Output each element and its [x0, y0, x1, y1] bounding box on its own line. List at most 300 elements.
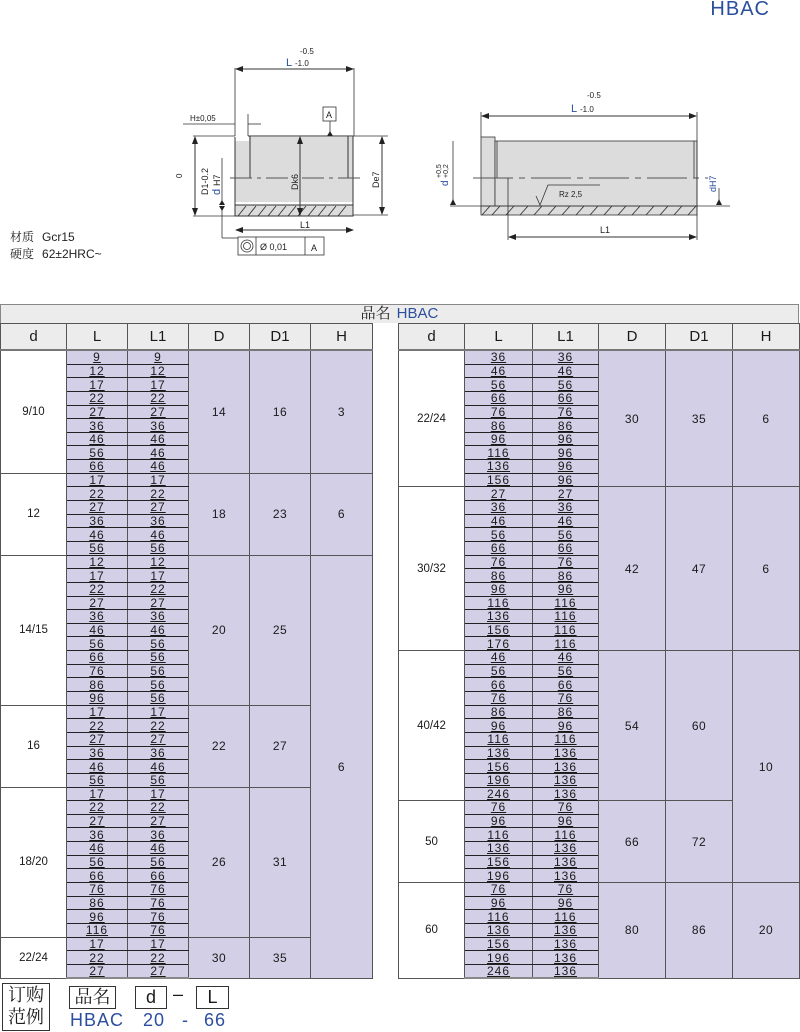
cell-L [465, 419, 533, 433]
cell-L [67, 842, 128, 856]
cell-L-value: 116 [487, 909, 510, 924]
cell-L [465, 391, 533, 405]
cell-L-value: 76 [490, 800, 507, 815]
cell-L-value: 36 [89, 609, 105, 624]
cell-L-value: 96 [490, 718, 507, 733]
cell-L-value: 56 [89, 773, 105, 788]
col-header-D1: D1 [666, 324, 733, 351]
cell-L1-value: 56 [150, 541, 166, 556]
cell-L-value: 156 [486, 855, 511, 870]
cell-L-value: 66 [89, 868, 105, 883]
cell-L-value: 22 [89, 800, 105, 815]
cell-L1 [128, 501, 189, 515]
cell-L1 [533, 760, 599, 774]
cell-L1 [128, 446, 189, 460]
material-spec [10, 228, 75, 245]
cell-L-value: 56 [89, 636, 105, 651]
cell-L-value: 66 [490, 391, 507, 406]
cell-L-value: 76 [490, 882, 507, 897]
cell-L-value: 46 [89, 841, 105, 856]
table-title-cn: 品名 [360, 305, 391, 322]
cell-L1 [128, 964, 189, 978]
cell-L [67, 937, 128, 951]
cell-D: 54 [599, 651, 666, 801]
cell-L [465, 814, 533, 828]
table-row [399, 487, 800, 501]
cell-L1 [533, 842, 599, 856]
cell-L [465, 623, 533, 637]
cell-L1 [128, 923, 189, 937]
cell-L1-value: 86 [557, 418, 574, 433]
cell-L-value: 22 [89, 950, 105, 965]
cell-L [67, 405, 128, 419]
cell-d: 18/20 [1, 787, 67, 937]
cell-L1-value: 22 [150, 718, 166, 733]
cell-L1-value: 36 [150, 609, 166, 624]
cell-H: 20 [733, 882, 800, 978]
cell-L-value: 22 [89, 486, 105, 501]
cell-L-value: 46 [89, 527, 105, 542]
cell-L1-value: 66 [557, 391, 574, 406]
cell-L-value: 17 [89, 704, 105, 719]
cell-L [465, 842, 533, 856]
cell-L1 [128, 623, 189, 637]
cell-D: 20 [189, 555, 250, 705]
L-tol-upper-right: -0.5 [587, 91, 601, 100]
cell-L1 [128, 391, 189, 405]
cell-L1 [533, 719, 599, 733]
cell-L [465, 787, 533, 801]
cell-L1 [533, 378, 599, 392]
cell-L1-value: 76 [557, 691, 574, 706]
cell-L [67, 896, 128, 910]
cell-L-value: 96 [89, 909, 105, 924]
d-label-right: d [440, 180, 451, 186]
cell-L-value: 156 [486, 759, 511, 774]
cell-L [67, 350, 128, 364]
cell-L1-value: 27 [150, 595, 166, 610]
cell-L-value: 36 [89, 827, 105, 842]
example-d: 20 [143, 1010, 166, 1030]
cell-L1-value: 116 [554, 636, 577, 651]
cell-L [67, 555, 128, 569]
cell-L-value: 27 [89, 814, 105, 829]
cell-L [465, 964, 533, 978]
cell-L1-value: 116 [554, 595, 577, 610]
d-label: d [211, 188, 223, 195]
cell-L-value: 116 [487, 732, 510, 747]
cell-L [67, 773, 128, 787]
cell-L1 [128, 432, 189, 446]
cell-D1: 86 [666, 882, 733, 978]
cell-L [67, 664, 128, 678]
cell-L1 [533, 814, 599, 828]
cell-L-value: 76 [490, 404, 507, 419]
col-header-L: L [67, 324, 128, 351]
col-header-H: H [311, 324, 373, 351]
cell-L1-value: 76 [557, 882, 574, 897]
cell-L [67, 460, 128, 474]
cell-L1-value: 76 [150, 882, 166, 897]
cell-L [465, 501, 533, 515]
table-row [399, 350, 800, 364]
cell-L1 [533, 964, 599, 978]
cell-L1 [533, 623, 599, 637]
cell-L [465, 828, 533, 842]
cell-L1 [533, 555, 599, 569]
cell-L1 [533, 501, 599, 515]
cell-L [67, 705, 128, 719]
cell-L1-value: 17 [150, 377, 166, 392]
cell-H: 6 [311, 473, 373, 555]
cell-L-value: 156 [486, 936, 511, 951]
cell-L1 [533, 432, 599, 446]
cell-L-value: 56 [89, 445, 105, 460]
cell-L [465, 350, 533, 364]
cell-L1-value: 56 [557, 664, 574, 679]
cell-L [67, 855, 128, 869]
cell-L-value: 136 [486, 745, 511, 760]
table-body-right [399, 350, 800, 978]
cell-L1 [128, 637, 189, 651]
col-header-L1: L1 [128, 324, 189, 351]
cell-L1-value: 46 [150, 432, 166, 447]
cell-L1-value: 86 [557, 568, 574, 583]
cell-L1 [128, 528, 189, 542]
cell-L1-value: 136 [553, 786, 578, 801]
cell-L1-value: 76 [557, 404, 574, 419]
cell-L [67, 501, 128, 515]
L1-label: L1 [300, 220, 311, 230]
cell-L-value: 56 [89, 855, 105, 870]
cell-L [67, 623, 128, 637]
cell-L1 [533, 882, 599, 896]
cell-L1-value: 46 [150, 841, 166, 856]
cell-L1-value: 56 [150, 650, 166, 665]
cell-L1-value: 56 [150, 677, 166, 692]
cell-L1 [533, 391, 599, 405]
cell-D1: 16 [250, 350, 311, 473]
cell-L [67, 487, 128, 501]
material-label: 材质 [10, 230, 35, 244]
cell-L [67, 923, 128, 937]
col-header-D: D [599, 324, 666, 351]
spec-table-left [0, 323, 373, 979]
cell-L [465, 732, 533, 746]
cell-L1-value: 56 [150, 773, 166, 788]
cell-L [465, 610, 533, 624]
cell-L [465, 555, 533, 569]
cell-L1 [128, 746, 189, 760]
cell-L-value: 116 [85, 923, 109, 938]
cell-L1 [128, 405, 189, 419]
cell-L [67, 419, 128, 433]
cell-L1 [533, 446, 599, 460]
cell-L1 [533, 596, 599, 610]
d-fit-label: H7 [212, 174, 222, 186]
cell-L1-value: 76 [557, 554, 574, 569]
cell-L-value: 46 [490, 650, 507, 665]
cell-L1 [533, 746, 599, 760]
cell-L [465, 664, 533, 678]
cell-L-value: 56 [89, 541, 105, 556]
cell-L1-value: 56 [557, 377, 574, 392]
cell-L1-value: 116 [554, 909, 577, 924]
cell-L-value: 76 [490, 691, 507, 706]
cell-L-value: 66 [89, 459, 105, 474]
example-sep: - [182, 1010, 189, 1030]
cell-d: 50 [399, 801, 465, 883]
cell-L [465, 378, 533, 392]
cell-L-value: 12 [89, 363, 105, 378]
cell-D: 14 [189, 350, 250, 473]
cell-L1 [128, 610, 189, 624]
hardness-label: 硬度 [10, 247, 35, 261]
d-tol-upper-right: +0,5 [436, 164, 443, 178]
cell-L [67, 760, 128, 774]
cell-L-value: 116 [487, 827, 510, 842]
cell-L [465, 869, 533, 883]
cell-L1 [128, 705, 189, 719]
cell-L1-value: 36 [557, 500, 574, 515]
cell-L1 [533, 569, 599, 583]
cell-L1-value: 36 [557, 350, 574, 365]
d-tol-lower-right: +0,2 [443, 164, 450, 178]
cell-L1 [128, 364, 189, 378]
cell-L-value: 46 [89, 623, 105, 638]
cell-D: 66 [599, 801, 666, 883]
cell-L-value: 66 [490, 677, 507, 692]
cell-L1 [128, 678, 189, 692]
cell-L-value: 176 [486, 636, 511, 651]
cell-L1-value: 66 [557, 677, 574, 692]
cell-L1-value: 56 [557, 527, 574, 542]
cell-L1 [128, 378, 189, 392]
cell-L1-value: 46 [557, 363, 574, 378]
cell-L-value: 66 [89, 650, 105, 665]
cell-L [465, 923, 533, 937]
cell-L-value: 136 [486, 923, 511, 938]
cell-L1 [128, 350, 189, 364]
cell-L1 [533, 460, 599, 474]
cell-L1-value: 46 [150, 623, 166, 638]
cell-L [465, 651, 533, 665]
col-header-L1: L1 [533, 324, 599, 351]
cell-L [465, 637, 533, 651]
L-label-right: L [571, 103, 578, 115]
cell-L-value: 76 [89, 664, 105, 679]
cell-L [67, 569, 128, 583]
cell-L-value: 66 [490, 541, 507, 556]
cell-L1 [533, 364, 599, 378]
cell-L1 [128, 473, 189, 487]
cell-L-value: 136 [486, 459, 511, 474]
col-header-L: L [465, 324, 533, 351]
cell-L1-value: 136 [553, 841, 578, 856]
cell-L-value: 27 [89, 732, 105, 747]
cell-L1 [533, 910, 599, 924]
cell-D: 42 [599, 487, 666, 651]
cell-L1-value: 136 [553, 868, 578, 883]
D1-label: D1-0.2 [200, 167, 210, 195]
cell-L [67, 391, 128, 405]
cell-L1-value: 17 [150, 704, 166, 719]
cell-H: 6 [733, 350, 800, 487]
cell-D1: 25 [250, 555, 311, 705]
order-label-line1: 订购 [8, 985, 44, 1005]
cell-L [67, 814, 128, 828]
cell-L-value: 36 [89, 418, 105, 433]
brand-title: HBAC [710, 0, 770, 20]
cell-L [67, 787, 128, 801]
cell-L [67, 882, 128, 896]
cell-L-value: 27 [89, 964, 105, 979]
cell-L [465, 951, 533, 965]
cell-L-value: 46 [89, 759, 105, 774]
cell-L1-value: 46 [150, 759, 166, 774]
cell-L-value: 76 [89, 882, 105, 897]
cell-L1-value: 22 [150, 582, 166, 597]
cell-L [465, 582, 533, 596]
cell-L-value: 22 [89, 391, 105, 406]
field-dash: – [173, 984, 184, 1004]
cell-L1-value: 36 [150, 827, 166, 842]
material-value: Gcr15 [42, 230, 75, 244]
cell-L1-value: 22 [150, 950, 166, 965]
cell-L1 [533, 405, 599, 419]
cell-L-value: 86 [490, 568, 507, 583]
cell-L1 [128, 828, 189, 842]
cell-L [67, 869, 128, 883]
header-row [399, 324, 800, 351]
cell-L1 [533, 787, 599, 801]
cell-L1 [128, 801, 189, 815]
cell-L1-value: 66 [557, 541, 574, 556]
cell-L1-value: 17 [150, 568, 166, 583]
field-name-box: 品名 [69, 986, 116, 1009]
cell-L1 [128, 487, 189, 501]
cell-L1 [533, 937, 599, 951]
cell-L1-value: 76 [150, 909, 166, 924]
cell-L1 [533, 582, 599, 596]
cell-L [67, 473, 128, 487]
cell-L1 [533, 610, 599, 624]
cell-L [67, 964, 128, 978]
cell-L-value: 36 [490, 350, 507, 365]
cell-L [465, 937, 533, 951]
cell-L1-value: 56 [150, 855, 166, 870]
cell-L1 [533, 678, 599, 692]
cell-L [67, 692, 128, 706]
order-example [0, 981, 300, 1031]
cell-L [67, 541, 128, 555]
header-row [1, 324, 373, 351]
cell-L-value: 27 [89, 595, 105, 610]
table-row [399, 882, 800, 896]
cell-L1 [533, 651, 599, 665]
cell-L1-value: 86 [557, 704, 574, 719]
cell-D1: 23 [250, 473, 311, 555]
cell-L1 [128, 555, 189, 569]
cell-L [465, 801, 533, 815]
cell-L [465, 473, 533, 487]
cell-L1 [128, 882, 189, 896]
cell-L-value: 96 [490, 895, 507, 910]
cell-D: 22 [189, 705, 250, 787]
cell-L1-value: 36 [150, 745, 166, 760]
cell-L-value: 96 [490, 582, 507, 597]
cell-L1 [128, 937, 189, 951]
cell-L1 [533, 473, 599, 487]
cell-L [67, 746, 128, 760]
cell-L-value: 116 [487, 445, 510, 460]
cell-L1-value: 76 [557, 800, 574, 815]
cell-L1 [128, 664, 189, 678]
cell-L1 [128, 596, 189, 610]
cell-L-value: 86 [490, 704, 507, 719]
cell-L-value: 196 [486, 950, 511, 965]
cell-L1-value: 116 [554, 827, 577, 842]
cell-L1-value: 66 [150, 868, 166, 883]
cell-L [67, 651, 128, 665]
cell-L-value: 36 [89, 745, 105, 760]
cell-L-value: 56 [490, 664, 507, 679]
cell-L-value: 86 [89, 895, 105, 910]
cell-L-value: 36 [89, 514, 105, 528]
cell-L-value: 27 [490, 486, 507, 501]
cell-L1-value: 46 [150, 459, 166, 474]
cell-L1 [533, 692, 599, 706]
cell-L1-value: 96 [557, 473, 574, 488]
cell-L [465, 487, 533, 501]
cell-L1 [533, 951, 599, 965]
cell-L [465, 541, 533, 555]
cell-L-value: 156 [486, 473, 511, 488]
cell-L [465, 746, 533, 760]
cell-L [465, 896, 533, 910]
cell-L1-value: 96 [557, 445, 574, 460]
cell-D: 80 [599, 882, 666, 978]
cell-L1 [128, 842, 189, 856]
cell-D: 26 [189, 787, 250, 937]
cell-L1-value: 116 [554, 623, 577, 638]
table-row [1, 473, 373, 487]
cell-d: 22/24 [399, 350, 465, 487]
cell-L1 [533, 541, 599, 555]
cell-L [67, 364, 128, 378]
cell-L1-value: 9 [154, 350, 162, 365]
col-header-H: H [733, 324, 800, 351]
cell-L1-value: 136 [553, 950, 578, 965]
cell-L1-value: 27 [150, 500, 166, 515]
cell-L1 [533, 350, 599, 364]
cell-L1 [533, 514, 599, 528]
cell-H: 6 [733, 487, 800, 651]
cell-L [465, 446, 533, 460]
cell-L-value: 17 [89, 568, 105, 583]
flange [481, 137, 495, 212]
Dk6-label: Dk6 [290, 173, 300, 190]
cell-L1-value: 17 [150, 786, 166, 801]
roughness-label: Rz 2,5 [559, 190, 583, 199]
col-header-D1: D1 [250, 324, 311, 351]
cell-L1 [533, 732, 599, 746]
cell-L1-value: 136 [553, 855, 578, 870]
cell-H: 3 [311, 350, 373, 473]
cell-L-value: 17 [89, 377, 105, 392]
cell-L1 [128, 896, 189, 910]
hardness-spec [10, 245, 102, 262]
